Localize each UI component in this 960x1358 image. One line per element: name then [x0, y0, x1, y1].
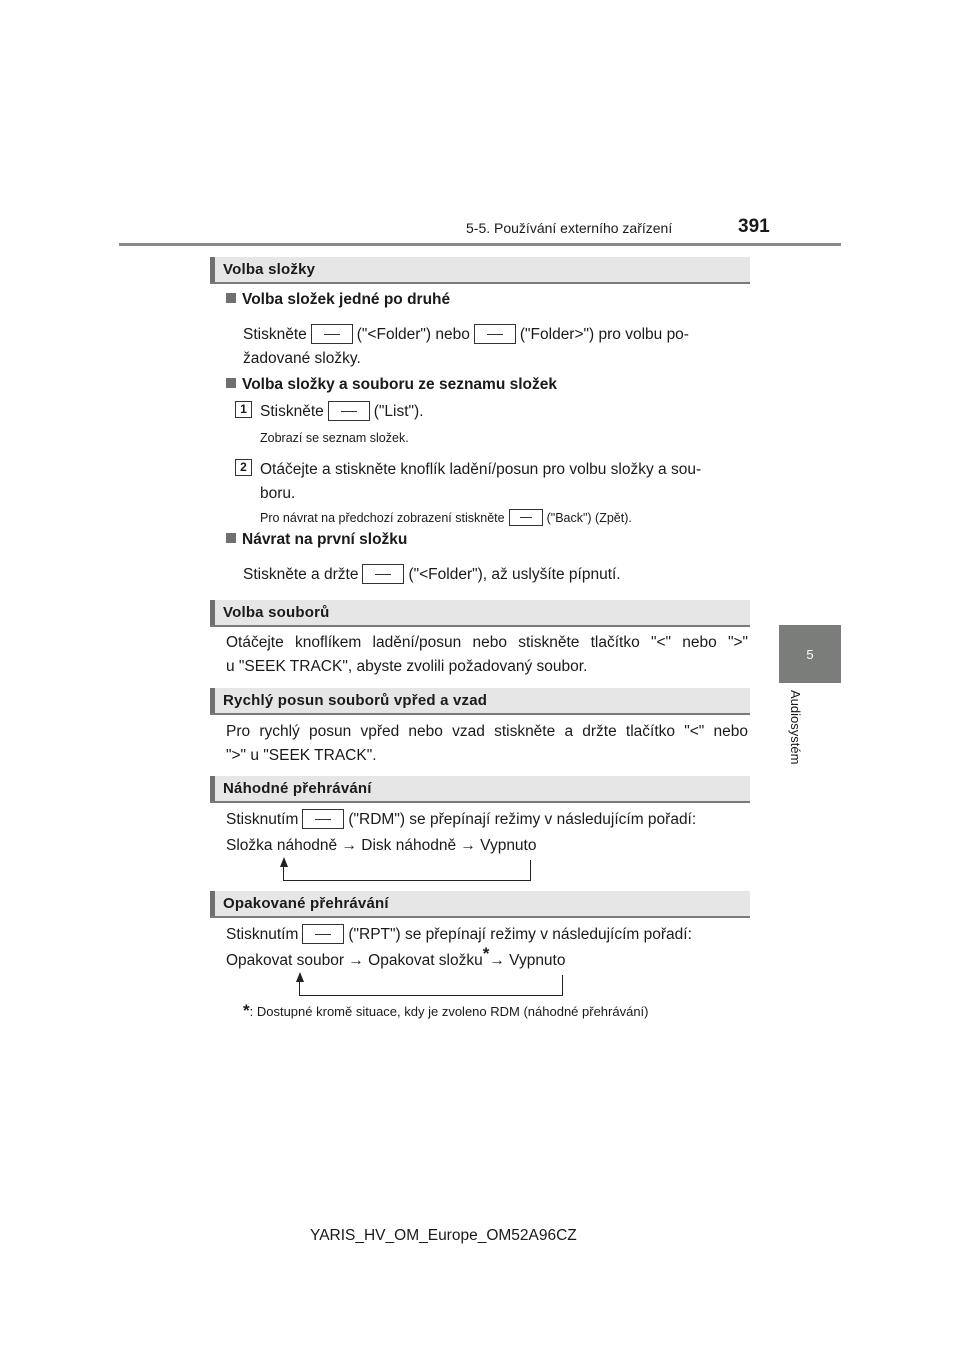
- footnote: *: Dostupné kromě situace, kdy je zvoleno RDM (náhodné přehrávání): [243, 1001, 649, 1020]
- step-1-note: Zobrazí se seznam složek.: [260, 431, 409, 445]
- back-button-icon: [509, 509, 543, 526]
- paragraph-fast-seek: Pro rychlý posun vpřed nebo vzad stiskněte a držte tlačítko "<" nebo ">" u "SEEK TRACK".: [226, 723, 748, 764]
- paragraph-first-folder: Stiskněte a držte ("<Folder"), až uslyšíte pípnutí.: [243, 566, 621, 583]
- folder-next-button-icon: [474, 324, 516, 344]
- bullet-square-icon: [226, 293, 236, 303]
- chapter-tab: [779, 625, 841, 683]
- footnote-star: *: [482, 943, 490, 963]
- subheading-first-folder: Návrat na první složku: [226, 531, 407, 549]
- chapter-number: 5: [806, 646, 814, 662]
- section-title: Rychlý posun souborů vpřed a vzad: [223, 692, 488, 709]
- section-title: Náhodné přehrávání: [223, 780, 372, 797]
- section-header-random: [210, 776, 750, 803]
- folder-prev-button-icon: [362, 564, 404, 584]
- step-2-note: Pro návrat na předchozí zobrazení stiskněte ("Back") (Zpět).: [260, 511, 632, 525]
- paragraph-repeat: Stisknutím ("RPT") se přepínají režimy v následujícím pořadí:: [226, 926, 692, 943]
- folder-prev-button-icon: [311, 324, 353, 344]
- rpt-button-icon: [302, 924, 344, 944]
- paragraph-random: Stisknutím ("RDM") se přepínají režimy v následujícím pořadí:: [226, 811, 697, 828]
- random-sequence: Složka náhodně → Disk náhodně → Vypnuto: [226, 837, 537, 854]
- repeat-sequence: Opakovat soubor → Opakovat složku*→ Vypnuto: [226, 943, 566, 969]
- page-number: 391: [738, 216, 770, 237]
- section-title: Volba složky: [223, 261, 316, 278]
- cycle-arrow-line: [299, 975, 563, 996]
- rdm-button-icon: [302, 809, 344, 829]
- step-1-text: Stiskněte ("List").: [260, 403, 424, 420]
- section-title: Opakované přehrávání: [223, 895, 389, 912]
- section-header-fast-seek: [210, 688, 750, 715]
- list-button-icon: [328, 401, 370, 421]
- step-2-text: Otáčejte a stiskněte knoflík ladění/posun pro volbu složky a sou- boru.: [260, 461, 702, 502]
- bullet-square-icon: [226, 378, 236, 388]
- header-section-title: 5-5. Používání externího zařízení: [466, 220, 673, 236]
- header-divider: [119, 243, 841, 246]
- bullet-square-icon: [226, 533, 236, 543]
- paragraph-files: Otáčejte knoflíkem ladění/posun nebo stiskněte tlačítko "<" nebo ">" u "SEEK TRACK", abyste zvolili požadovaný soubor.: [226, 634, 748, 675]
- chapter-label: Audiosystém: [788, 690, 803, 765]
- section-header-files: [210, 600, 750, 627]
- subheading-folder-list: Volba složky a souboru ze seznamu složek: [226, 376, 557, 394]
- cycle-arrow-icon: [280, 857, 288, 867]
- step-number-1: 1: [235, 401, 252, 418]
- paragraph-folder-one-by-one: Stiskněte ("<Folder") nebo ("Folder>") pro volbu po- žadované složky.: [243, 326, 689, 367]
- cycle-arrow-icon: [296, 972, 304, 982]
- step-number-2: 2: [235, 459, 252, 476]
- section-header-repeat: [210, 891, 750, 918]
- section-header-folder: [210, 257, 750, 284]
- document-code: YARIS_HV_OM_Europe_OM52A96CZ: [310, 1227, 577, 1244]
- subheading-folder-one-by-one: Volba složek jedné po druhé: [226, 291, 450, 309]
- cycle-arrow-line: [283, 860, 531, 881]
- section-title: Volba souborů: [223, 604, 330, 621]
